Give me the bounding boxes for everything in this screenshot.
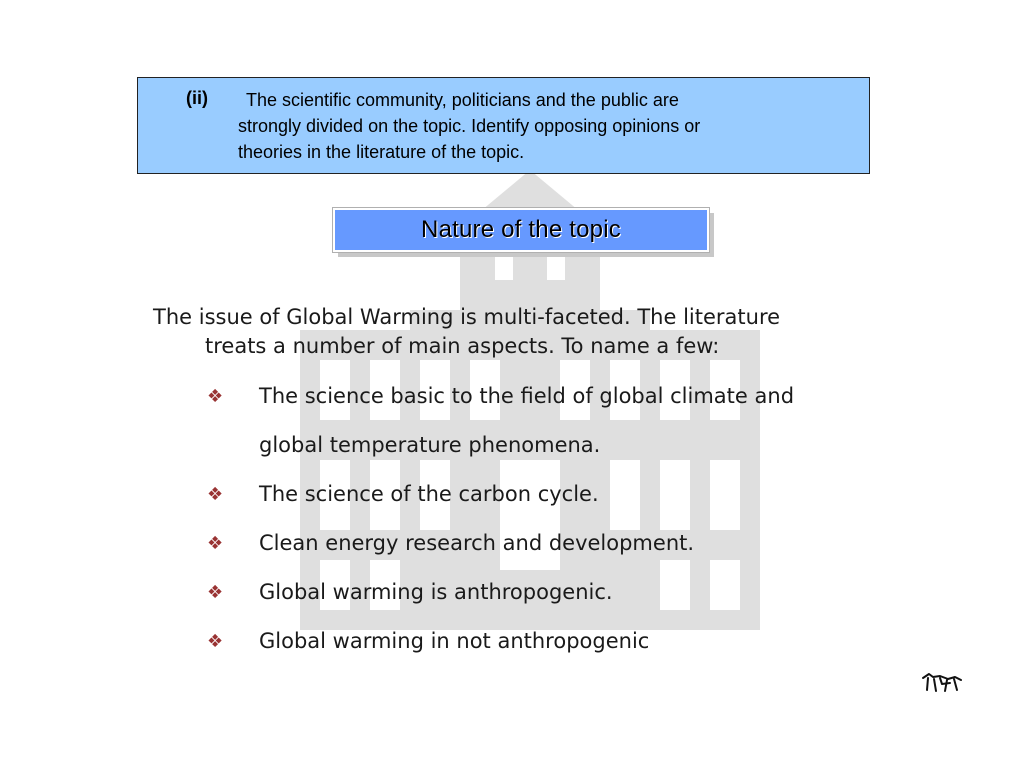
bullet-text: Global warming in not anthropogenic — [259, 629, 650, 653]
intro-line-2: treats a number of main aspects. To name a few: — [205, 334, 720, 358]
intro-paragraph — [153, 303, 913, 361]
section-title: Nature of the topic — [421, 216, 621, 243]
bullet-text: Clean energy research and development. — [259, 531, 695, 555]
bullet-text: The science of the carbon cycle. — [259, 482, 599, 506]
bullet-item — [205, 568, 925, 617]
question-box — [137, 77, 870, 174]
bullet-text-line-2: global temperature phenomena. — [259, 433, 601, 457]
diamond-bullet-icon: ❖ — [207, 533, 224, 554]
bullet-list — [205, 372, 925, 666]
question-line-2: strongly divided on the topic. Identify opposing opinions or — [238, 116, 701, 136]
animal-logo-icon — [920, 670, 964, 696]
diamond-bullet-icon: ❖ — [207, 484, 224, 505]
diamond-bullet-icon: ❖ — [207, 582, 224, 603]
bullet-item — [205, 372, 925, 470]
bullet-item — [205, 519, 925, 568]
question-line-3: theories in the literature of the topic. — [238, 142, 525, 162]
bullet-text: Global warming is anthropogenic. — [259, 580, 613, 604]
question-number: (ii) — [186, 88, 208, 108]
bullet-item — [205, 617, 925, 666]
bullet-text-line-1: The science basic to the field of global climate and — [259, 384, 795, 408]
bullet-text — [259, 372, 925, 470]
diamond-bullet-icon: ❖ — [207, 386, 224, 407]
question-text — [238, 87, 858, 165]
intro-line-1: The issue of Global Warming is multi-faceted. The literature — [153, 305, 781, 329]
diamond-bullet-icon: ❖ — [207, 631, 224, 652]
section-title-box — [333, 208, 709, 252]
question-line-1: The scientific community, politicians and the public are — [246, 90, 679, 110]
bullet-item — [205, 470, 925, 519]
